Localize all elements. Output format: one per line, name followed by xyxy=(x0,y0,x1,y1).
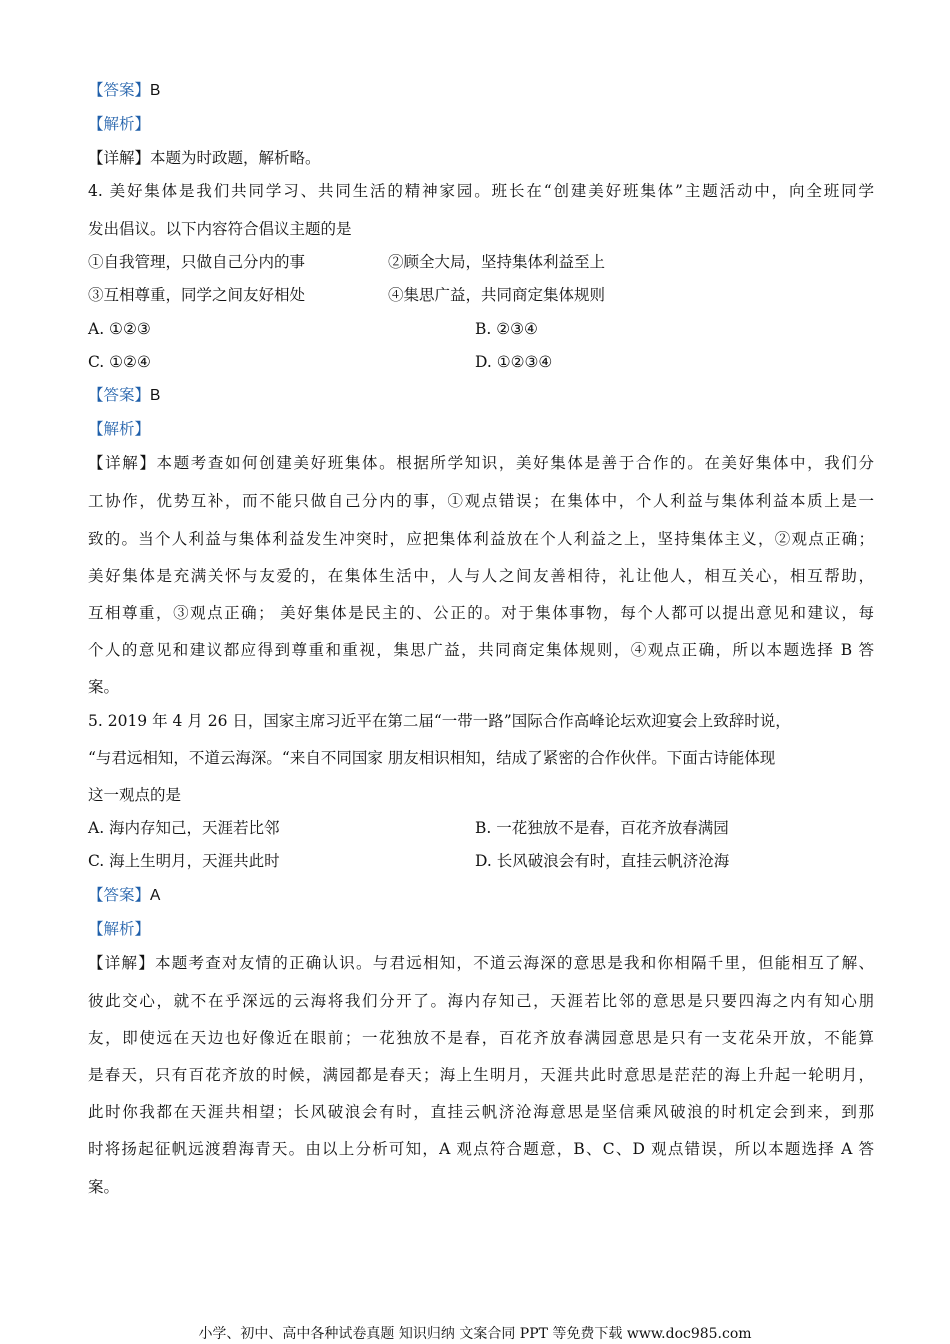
detail-tag: 【详解】 xyxy=(88,149,151,167)
q5-stem-line-3: 这一观点的是 xyxy=(88,786,182,804)
q4-statement-2: ②顾全大局，坚持集体利益至上 xyxy=(388,253,606,271)
q5-option-b: B. 一花独放不是春，百花齐放春满园 xyxy=(475,819,729,837)
answer-tag: 【答案】 xyxy=(88,386,151,404)
q4-detail-line-3: 致的。当个人利益与集体利益发生冲突时，应把集体利益放在个人利益之上，坚持集体主义，②观点正确； xyxy=(88,530,874,548)
q5-option-c: C. 海上生明月，天涯共此时 xyxy=(88,852,280,870)
detail-tag: 【详解】 xyxy=(88,454,157,472)
q4-option-d: D. ①②③④ xyxy=(475,353,553,371)
analysis-tag: 【解析】 xyxy=(88,420,151,438)
q4-detail-line-2: 工协作，优势互补，而不能只做自己分内的事，①观点错误；在集体中，个人利益与集体利益本质上是一 xyxy=(88,492,874,510)
q5-detail-line-1 xyxy=(88,952,874,974)
q4-answer-line xyxy=(88,384,160,407)
q5-detail-line-4: 是春天，只有百花齐放的时候，满园都是春天；海上生明月，天涯共此时意思是茫茫的海上升起一轮明月， xyxy=(88,1066,874,1084)
page-footer: 小学、初中、高中各种试卷真题 知识归纳 文案合同 PPT 等免费下载 www.doc985.com xyxy=(198,1326,752,1342)
q4-detail-line-7: 案。 xyxy=(88,678,120,696)
q4-option-c: C. ①②④ xyxy=(88,353,151,371)
q4-detail-line-6: 个人的意见和建议都应得到尊重和重视，集思广益，共同商定集体规则，④观点正确，所以本题选择 B 答 xyxy=(88,641,874,659)
q4-detail-line-5: 互相尊重，③观点正确； 美好集体是民主的、公正的。对于集体事物，每个人都可以提出意见和建议，每 xyxy=(88,604,874,622)
q5-stem-line-2: “与君远相知，不道云海深。“来自不同国家 朋友相识相知，结成了紧密的合作伙伴。下面古诗能体现 xyxy=(88,749,776,767)
q5-stem-line-1: 5. 2019 年 4 月 26 日，国家主席习近平在第二届“一带一路”国际合作高峰论坛欢迎宴会上致辞时说， xyxy=(88,712,791,730)
analysis-tag: 【解析】 xyxy=(88,920,151,938)
q4-stem-line-1: 4. 美好集体是我们共同学习、共同生活的精神家园。班长在“创建美好班集体”主题活动中，向全班同学 xyxy=(88,182,874,200)
detail-text: 本题考查如何创建美好班集体。根据所学知识，美好集体是善于合作的。在美好集体中，我们分 xyxy=(156,454,874,472)
q4-stem-line-2: 发出倡议。以下内容符合倡议主题的是 xyxy=(88,220,352,238)
q3-analysis-line xyxy=(88,113,150,135)
q5-detail-line-2: 彼此交心，就不在乎深远的云海将我们分开了。海内存知己，天涯若比邻的意思是只要四海之内有知心朋 xyxy=(88,992,874,1010)
answer-tag: 【答案】 xyxy=(88,81,151,99)
q5-answer-line xyxy=(88,884,160,907)
q5-option-d: D. 长风破浪会有时，直挂云帆济沧海 xyxy=(475,852,730,870)
q5-detail-line-3: 友，即使远在天边也好像近在眼前；一花独放不是春，百花齐放春满园意思是只有一支花朵开放，不能算 xyxy=(88,1029,874,1047)
answer-value: B xyxy=(150,82,161,99)
q4-option-a: A. ①②③ xyxy=(88,320,151,338)
q4-statement-3: ③互相尊重，同学之间友好相处 xyxy=(88,286,306,304)
q5-detail-line-5: 此时你我都在天涯共相望；长风破浪会有时，直挂云帆济沧海意思是坚信乘风破浪的时机定会到来，到那 xyxy=(88,1103,874,1121)
q5-detail-line-6: 时将扬起征帆远渡碧海青天。由以上分析可知，A 观点符合题意，B、C、D 观点错误，所以本题选择 A 答 xyxy=(88,1140,874,1158)
detail-text: 本题考查对友情的正确认识。与君远相知，不道云海深的意思是我和你相隔千里，但能相互了解、 xyxy=(155,954,874,972)
q4-analysis-line xyxy=(88,418,150,440)
q5-option-a: A. 海内存知己，天涯若比邻 xyxy=(88,819,280,837)
q4-statement-1: ①自我管理，只做自己分内的事 xyxy=(88,253,306,271)
analysis-tag: 【解析】 xyxy=(88,115,151,133)
answer-value: A xyxy=(150,887,161,904)
q5-analysis-line xyxy=(88,918,150,940)
q3-detail-line xyxy=(88,147,321,169)
answer-value: B xyxy=(150,387,161,404)
detail-tag: 【详解】 xyxy=(88,954,155,972)
q4-detail-line-1 xyxy=(88,452,874,474)
q5-detail-line-7: 案。 xyxy=(88,1178,120,1196)
detail-text: 本题为时政题，解析略。 xyxy=(150,149,321,167)
q4-statement-4: ④集思广益，共同商定集体规则 xyxy=(388,286,606,304)
q3-answer-line xyxy=(88,79,160,102)
q4-option-b: B. ②③④ xyxy=(475,320,538,338)
q4-detail-line-4: 美好集体是充满关怀与友爱的，在集体生活中，人与人之间友善相待，礼让他人，相互关心，相互帮助， xyxy=(88,567,874,585)
answer-tag: 【答案】 xyxy=(88,886,151,904)
